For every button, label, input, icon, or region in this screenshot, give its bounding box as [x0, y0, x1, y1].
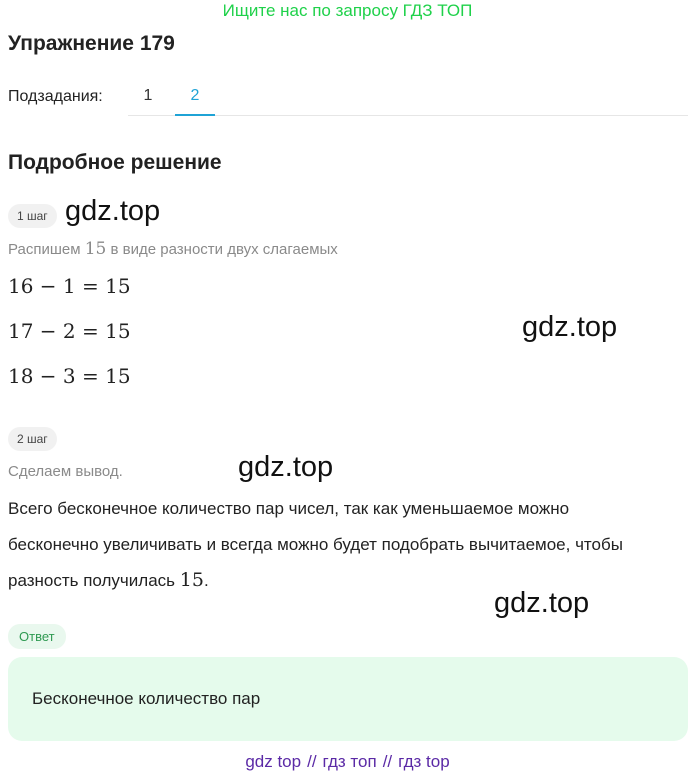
watermark: gdz.top: [238, 451, 334, 483]
top-banner: Ищите нас по запросу ГДЗ ТОП: [222, 1, 473, 20]
step-2-text-number: 15: [179, 569, 204, 591]
equation-3: 18 − 3 = 15: [8, 364, 131, 388]
step-1-desc-before: Распишем: [8, 241, 85, 258]
step-2-badge: 2 шаг: [8, 427, 57, 451]
solution-title: Подробное решение: [8, 151, 222, 174]
step-2-text-line-1: Всего бесконечное количество пар чисел, так как уменьшаемое можно: [8, 499, 570, 518]
footer-separator: //: [382, 752, 393, 771]
step-1-description: [8, 239, 338, 259]
answer-badge: Ответ: [8, 624, 66, 649]
equation-2: 17 − 2 = 15: [8, 319, 131, 343]
footer-link-3[interactable]: гдз top: [398, 752, 450, 771]
subtask-tab-1[interactable]: 1: [143, 87, 153, 104]
step-2-text-line-2: бесконечно увеличивать и всегда можно будет подобрать вычитаемое, чтобы: [8, 535, 623, 554]
page-title: Упражнение 179: [8, 32, 175, 55]
footer-separator: //: [307, 752, 317, 771]
step-2-description: Сделаем вывод.: [8, 463, 123, 480]
step-2-text-after: .: [203, 571, 209, 590]
step-2-text-before: разность получилась: [8, 571, 180, 590]
subtasks-label: Подзадания:: [8, 88, 103, 105]
watermark: gdz.top: [65, 195, 161, 227]
answer-box: [8, 657, 688, 741]
step-1-desc-after: в виде разности двух слагаемых: [106, 241, 338, 258]
answer-text: Бесконечное количество пар: [32, 689, 261, 708]
equation-1: 16 − 1 = 15: [8, 274, 131, 298]
watermark: gdz.top: [494, 587, 590, 619]
step-1-badge: 1 шаг: [8, 204, 57, 228]
footer-link-2[interactable]: гдз топ: [322, 752, 377, 771]
subtask-tab-2[interactable]: 2: [175, 87, 215, 116]
step-1-desc-number: 15: [84, 239, 107, 259]
watermark: gdz.top: [522, 311, 618, 343]
footer-link-1[interactable]: gdz top: [245, 752, 302, 771]
footer-links: [0, 752, 695, 772]
